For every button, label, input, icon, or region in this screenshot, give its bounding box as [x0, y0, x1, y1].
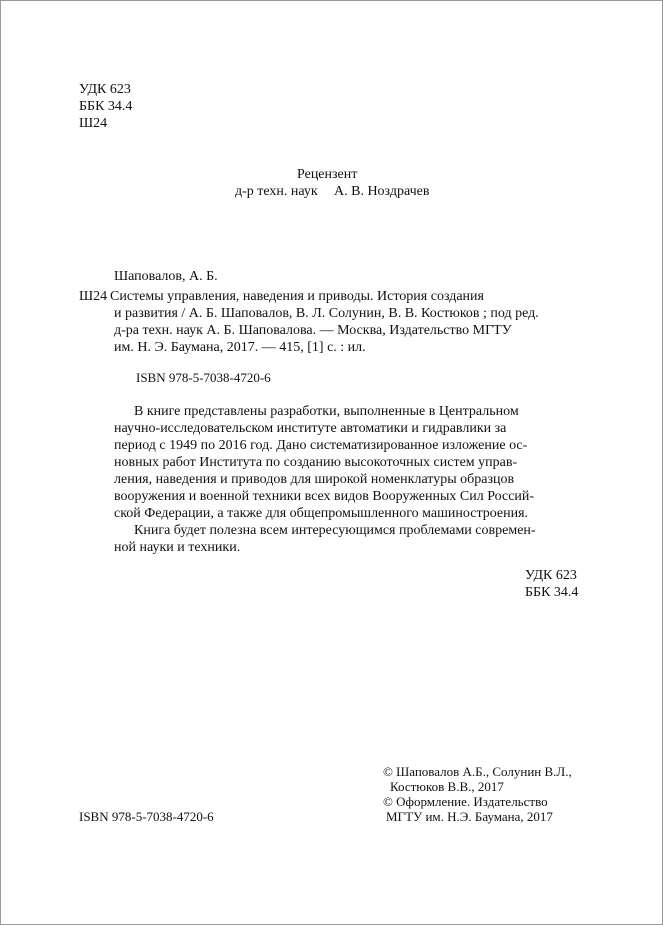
bibliography-code: Ш24: [79, 289, 108, 304]
abstract-line: период с 1949 по 2016 год. Дано систематизированное изложение ос-: [114, 438, 528, 453]
bibliography-author: Шаповалов, А. Б.: [114, 269, 218, 284]
bibliography-line: и развития / А. Б. Шаповалов, В. Л. Солунин, В. В. Костюков ; под ред.: [114, 306, 539, 321]
bbk-code-bottom: ББК 34.4: [525, 585, 579, 600]
copyright-line: Костюков В.В., 2017: [390, 779, 504, 794]
abstract-line: научно-исследовательском институте автоматики и гидравлики за: [114, 421, 507, 436]
abstract-line: ной науки и техники.: [114, 540, 241, 555]
bibliography-line: д-ра техн. наук А. Б. Шаповалова. — Москва, Издательство МГТУ: [114, 323, 512, 338]
classification-bottom: [525, 567, 578, 601]
bibliography-line: Системы управления, наведения и приводы. История создания: [110, 289, 484, 304]
bibliography-line: им. Н. Э. Баумана, 2017. — 415, [1] с. : ил.: [114, 340, 366, 355]
abstract: [114, 403, 536, 556]
reviewer-heading: Рецензент: [297, 167, 358, 182]
copyright-block: [383, 764, 572, 824]
udc-code-bottom: УДК 623: [525, 568, 577, 583]
reviewer-name: А. В. Ноздрачев: [334, 184, 430, 199]
abstract-line: Книга будет полезна всем интересующимся проблемами современ-: [134, 523, 536, 538]
abstract-line: ской Федерации, а также для общепромышленного машиностроения.: [114, 506, 529, 521]
bibliography-line-1-wrap: [110, 288, 484, 305]
abstract-line: вооружения и военной техники всех видов Вооруженных Сил Россий-: [114, 489, 535, 504]
classification-top: [79, 81, 132, 132]
copyright-line: © Оформление. Издательство: [383, 794, 548, 809]
bibliography-isbn: ISBN 978-5-7038-4720-6: [136, 370, 271, 385]
bbk-code: ББК 34.4: [79, 99, 133, 114]
abstract-line: ления, наведения и приводов для широкой номенклатуры образцов: [114, 472, 515, 487]
footer-isbn: ISBN 978-5-7038-4720-6: [79, 809, 214, 824]
copyright-line: МГТУ им. Н.Э. Баумана, 2017: [386, 809, 553, 824]
abstract-line: новных работ Института по созданию высокоточных систем управ-: [114, 455, 518, 470]
author-mark: Ш24: [79, 116, 108, 131]
reviewer-degree: д-р техн. наук: [235, 184, 318, 199]
copyright-line: © Шаповалов А.Б., Солунин В.Л.,: [383, 764, 572, 779]
udc-code: УДК 623: [79, 82, 131, 97]
bibliography-description: [114, 305, 539, 356]
abstract-line: В книге представлены разработки, выполненные в Центральном: [134, 404, 519, 419]
